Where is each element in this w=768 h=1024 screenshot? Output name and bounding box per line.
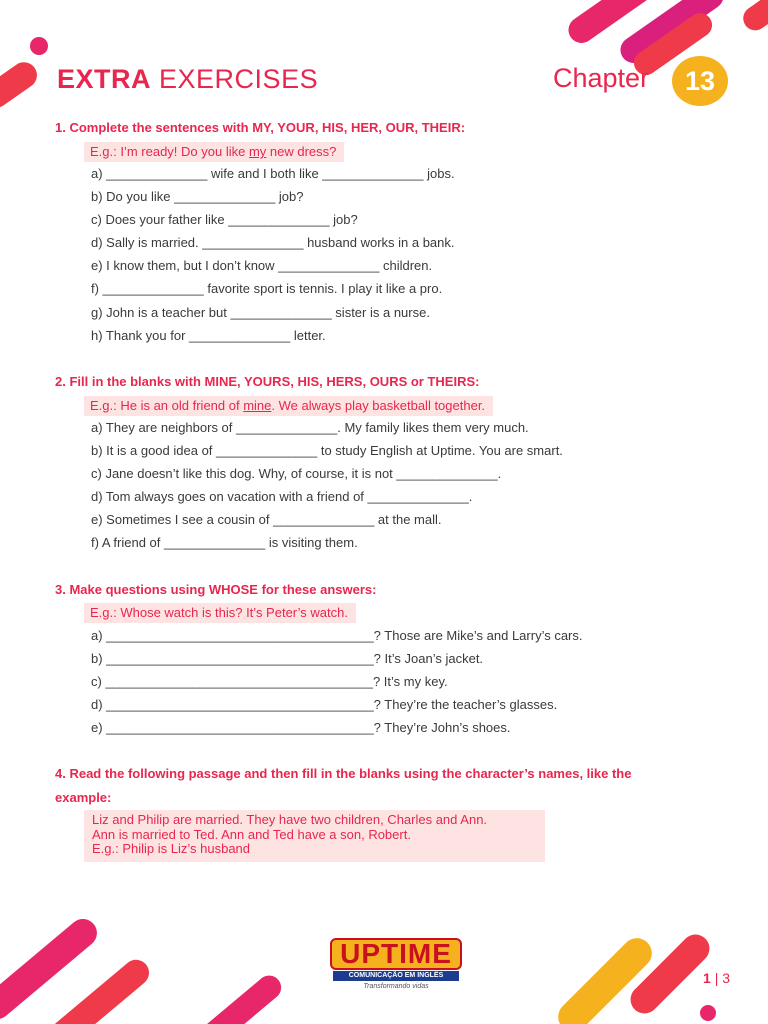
logo-subtitle: COMUNICAÇÃO EM INGLÊS [333,971,459,981]
logo-tagline: Transformando vidas [363,983,429,990]
decor-pink-dot [30,37,48,55]
title-light: EXERCISES [159,64,319,94]
decor-pink-bar-topright [739,0,768,35]
example-2-after: . We always play basketball together. [271,398,486,413]
page-separator: | [714,970,719,986]
section-2-line-e: e) Sometimes I see a cousin of ______________ at the mall. [91,512,442,527]
section-2-line-b: b) It is a good idea of ______________ to study English at Uptime. You are smart. [91,443,563,458]
chapter-label: Chapter [553,63,650,93]
passage-line-2: Ann is married to Ted. Ann and Ted have a son, Robert. [92,826,411,842]
uptime-logo [330,938,462,988]
section-1-title: 1. Complete the sentences with MY, YOUR, HIS, HER, OUR, THEIR: [55,120,466,135]
section-3-line-d: d) _____________________________________? They’re the teacher’s glasses. [91,697,558,712]
section-2-title: 2. Fill in the blanks with MINE, YOURS, HIS, HERS, OURS or THEIRS: [55,374,480,389]
section-1-line-d: d) Sally is married. ______________ husband works in a bank. [91,235,455,250]
page-number [703,970,730,986]
example-1-underlined: my [248,144,267,159]
section-1-line-f: f) ______________ favorite sport is tennis. I play it like a pro. [91,281,443,296]
decor-pink-bar-left [0,57,42,113]
section-2-line-a: a) They are neighbors of ______________. My family likes them very much. [91,420,529,435]
section-1-line-g: g) John is a teacher but ______________ sister is a nurse. [91,305,430,320]
chapter-number: 13 [684,65,716,96]
example-1-before: E.g.: I’m ready! Do you like [90,144,249,159]
chapter-number-badge [672,56,728,106]
decor-magenta-dot-bottomright [700,1005,716,1021]
section-1-line-b: b) Do you like ______________ job? [91,189,304,204]
section-1-example [84,142,344,162]
passage-line-3: E.g.: Philip is Liz’s husband [92,841,251,856]
section-3-line-a: a) _____________________________________? Those are Mike’s and Larry’s cars. [91,628,583,643]
section-1-line-e: e) I know them, but I don’t know ______________ children. [91,258,433,273]
section-3-line-c: c) _____________________________________? It’s my key. [91,674,448,689]
section-4-title-line1: 4. Read the following passage and then fill in the blanks using the character’s names, like the [55,766,632,781]
section-2-line-f: f) A friend of ______________ is visiting them. [91,535,358,550]
decor-magenta-bar-bottomleft2 [194,971,286,1024]
section-4-title-line2: example: [55,790,112,805]
passage-box [84,810,545,862]
section-2-line-c: c) Jane doesn’t like this dog. Why, of course, it is not ______________. [91,466,502,481]
example-2-underlined: mine [243,398,272,413]
logo-name: UPTIME [330,938,462,970]
page-total: 3 [722,970,731,986]
example-1-after: new dress? [266,144,337,159]
page-current: 1 [703,970,711,986]
section-2-example [84,396,493,416]
page-title [57,64,318,95]
title-bold: EXTRA [57,64,152,94]
section-1-line-h: h) Thank you for ______________ letter. [91,328,326,343]
section-3-line-e: e) _____________________________________? They’re John’s shoes. [91,720,511,735]
section-2-line-d: d) Tom always goes on vacation with a friend of ______________. [91,489,473,504]
passage-line-1: Liz and Philip are married. They have two children, Charles and Ann. [92,812,488,827]
section-3-line-b: b) _____________________________________? It’s Joan’s jacket. [91,651,484,666]
section-3-example [84,603,356,623]
section-1-line-c: c) Does your father like ______________ job? [91,212,358,227]
section-3-title: 3. Make questions using WHOSE for these answers: [55,582,377,597]
example-3-text: E.g.: Whose watch is this? It’s Peter’s watch. [90,605,348,620]
section-1-line-a: a) ______________ wife and I both like ______________ jobs. [91,166,455,181]
example-2-before: E.g.: He is an old friend of [90,398,244,413]
